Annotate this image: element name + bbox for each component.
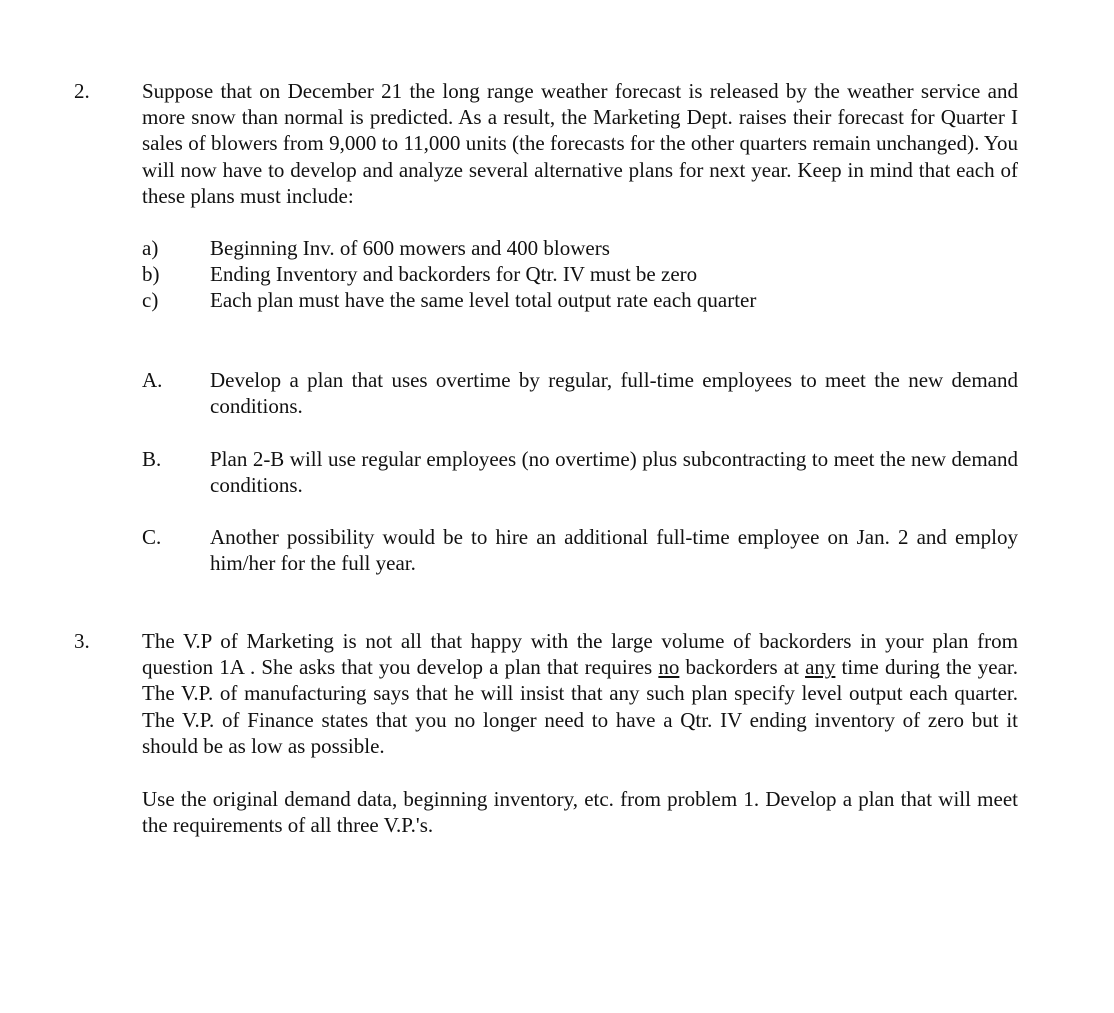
requirement-a-text: Beginning Inv. of 600 mowers and 400 blowers [210, 236, 610, 260]
requirement-a-label: a) [142, 236, 159, 260]
q3-emphasis-any: any [805, 655, 836, 680]
q3-emphasis-no: no [658, 655, 680, 680]
question-3-paragraph-2-text: Use the original demand data, beginning inventory, etc. from problem 1. Develop a plan that will meet the requirements of all three V.P.'s. [142, 787, 1018, 838]
question-2-number: 2. [74, 79, 90, 103]
q3-text-run-3: time during the year. The V.P. of manufacturing says that he will insist that any such plan specify level output each quarter. The V.P. of Finance states that you no longer need to have a Qtr. IV ending inventory of zero but it should be as low as possible. [142, 655, 1018, 758]
question-2-intro-text: Suppose that on December 21 the long range weather forecast is released by the weather service and more snow than normal is predicted. As a result, the Marketing Dept. raises their forecast for Quarter I sales of blowers from 9,000 to 11,000 units (the forecasts for the other quarters remain unchanged). You will now have to develop and analyze several alternative plans for next year. Keep in mind that each of these plans must include: [142, 79, 1018, 208]
part-a-label: A. [142, 368, 163, 392]
part-b-label: B. [142, 447, 162, 471]
part-b-text: Plan 2-B will use regular employees (no overtime) plus subcontracting to meet the new demand conditions. [210, 447, 1018, 498]
q3-text-run-2: backorders at [679, 655, 806, 680]
question-3-number: 3. [74, 629, 90, 653]
question-3-paragraph-2 [142, 786, 1018, 838]
part-a-text: Develop a plan that uses overtime by regular, full-time employees to meet the new demand conditions. [210, 368, 1018, 419]
requirement-c-label: c) [142, 288, 159, 312]
part-c-label: C. [142, 525, 162, 549]
question-3-paragraph-1 [142, 628, 1018, 759]
requirement-b-text: Ending Inventory and backorders for Qtr. IV must be zero [210, 262, 698, 286]
question-2-intro [142, 78, 1018, 209]
part-c-text: Another possibility would be to hire an additional full-time employee on Jan. 2 and employ him/her for the full year. [210, 525, 1018, 576]
question-3-paragraph-1-text [142, 628, 1018, 759]
q3-text-run-1: The V.P of Marketing is not all that happy with the large volume of backorders in your plan from question 1A . She asks that you develop a plan that requires [142, 629, 1018, 680]
requirement-c-text: Each plan must have the same level total output rate each quarter [210, 288, 757, 312]
requirement-b-label: b) [142, 262, 160, 286]
